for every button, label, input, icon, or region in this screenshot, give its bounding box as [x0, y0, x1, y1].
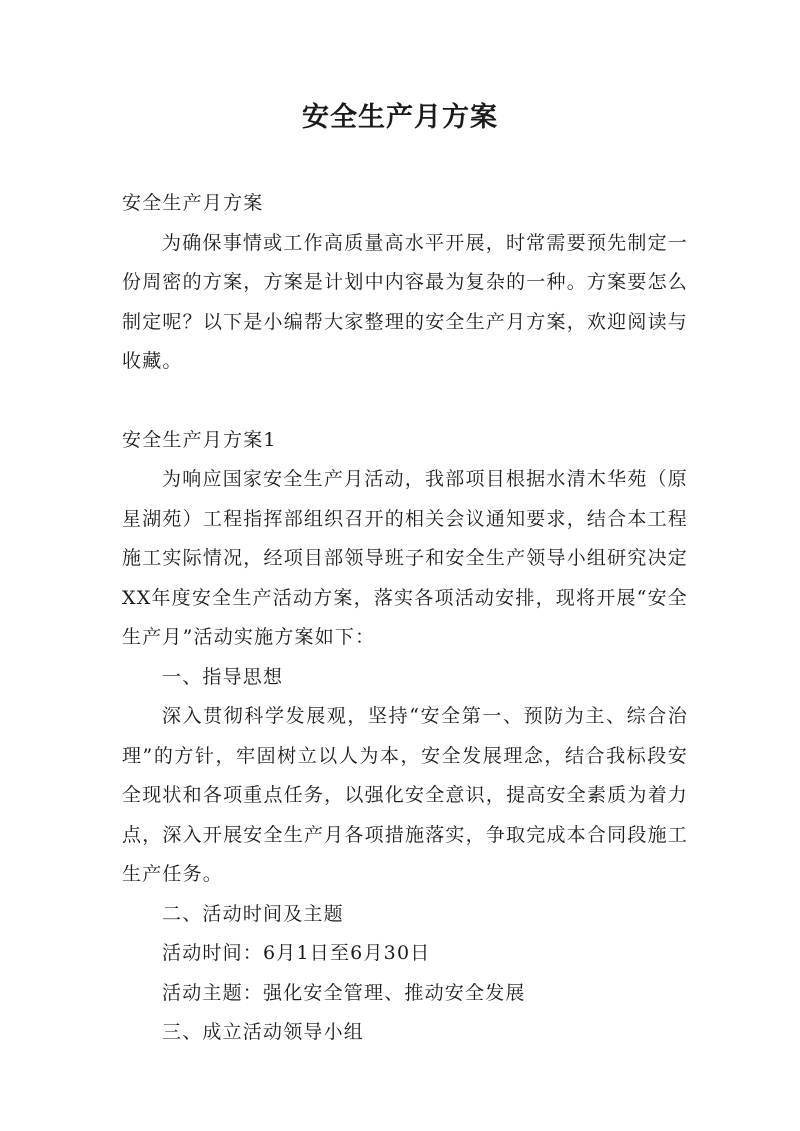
- intro-paragraph: 为确保事情或工作高质量高水平开展，时常需要预先制定一份周密的方案，方案是计划中内容最为复杂的一种。方案要怎么制定呢？以下是小编帮大家整理的安全生产月方案，欢迎阅读与收藏。: [122, 231, 688, 372]
- section1-paragraph: 为响应国家安全生产月活动，我部项目根据水清木华苑（原星湖苑）工程指挥部组织召开的相关会议通知要求，结合本工程施工实际情况，经项目部领导班子和安全生产领导小组研究决定XX年度安全生产活动方案，落实各项活动安排，现将开展“安全生产月”活动实施方案如下：: [122, 468, 688, 648]
- time-theme-heading: 二、活动时间及主题: [162, 902, 344, 925]
- guiding-heading: 一、指导思想: [162, 665, 284, 688]
- intro-heading: 安全生产月方案: [122, 192, 264, 214]
- activity-time: 活动时间：6月1日至6月30日: [162, 942, 431, 964]
- document-title: 安全生产月方案: [302, 102, 498, 133]
- leadership-heading: 三、成立活动领导小组: [162, 1021, 365, 1043]
- paragraph-spacer: [122, 382, 688, 421]
- document-body: [122, 184, 688, 1053]
- guiding-paragraph: 深入贯彻科学发展观，坚持“安全第一、预防为主、综合治理”的方针，牢固树立以人为本，安全发展理念，结合我标段安全现状和各项重点任务，以强化安全意识，提高安全素质为着力点，深入开展安全生产月各项措施落实，争取完成本合同段施工生产任务。: [122, 705, 688, 885]
- activity-theme: 活动主题：强化安全管理、推动安全发展: [162, 981, 526, 1004]
- section1-heading: 安全生产月方案1: [122, 428, 277, 451]
